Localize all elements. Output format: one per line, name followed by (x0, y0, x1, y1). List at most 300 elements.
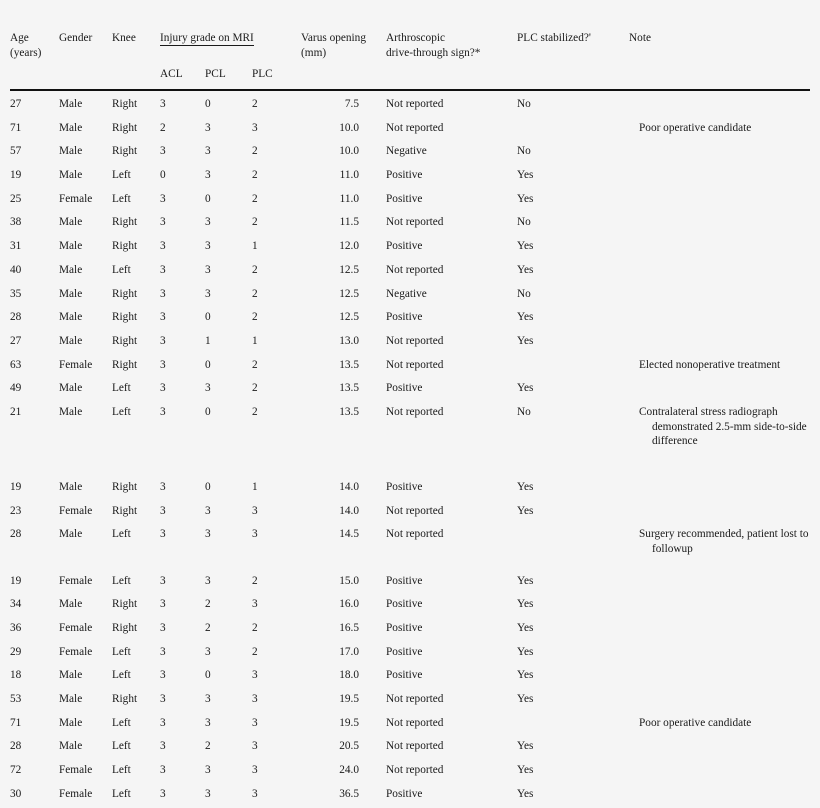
cell-plc-stabilized: Yes (517, 669, 534, 682)
cell-knee: Left (112, 169, 131, 182)
cell-plc-stabilized: Yes (517, 764, 534, 777)
cell-varus-opening: 14.5 (339, 528, 360, 541)
cell-age: 72 (10, 764, 22, 777)
row-spacer (10, 449, 810, 477)
cell-acl-grade: 3 (160, 716, 166, 729)
cell-knee: Right (112, 311, 138, 324)
cell-varus-opening: 10.0 (339, 145, 360, 158)
cell-arthroscopic-sign: Not reported (386, 121, 444, 134)
cell-acl-grade: 3 (160, 216, 166, 229)
cell-plc-stabilized: No (517, 287, 531, 300)
cell-gender: Male (59, 169, 83, 182)
cell-acl-grade: 3 (160, 740, 166, 753)
cell-pcl-grade: 3 (205, 216, 211, 229)
cell-knee: Left (112, 645, 131, 658)
column-header-injury-grade-group (160, 31, 301, 65)
cell-plc-stabilized (517, 118, 629, 142)
cell-note (629, 141, 810, 165)
cell-pcl-grade: 3 (205, 787, 211, 800)
cell-acl-grade: 3 (160, 504, 166, 517)
column-header-age-line2: (years) (10, 46, 42, 59)
cell-gender: Male (59, 598, 83, 611)
cell-varus-opening: 24.0 (339, 764, 360, 777)
cell-gender: Male (59, 693, 83, 706)
cell-age: 57 (10, 145, 22, 158)
cell-gender: Female (59, 358, 93, 371)
cell-acl-grade: 3 (160, 598, 166, 611)
cell-plc-grade: 2 (252, 622, 258, 635)
cell-gender: Female (59, 192, 93, 205)
table-row (10, 501, 810, 525)
cell-gender: Male (59, 311, 83, 324)
cell-age: 25 (10, 192, 22, 205)
table-row (10, 165, 810, 189)
cell-varus-opening: 14.0 (339, 504, 360, 517)
table-row (10, 189, 810, 213)
cell-knee: Left (112, 764, 131, 777)
table-row (10, 665, 810, 689)
cell-arthroscopic-sign: Not reported (386, 764, 444, 777)
cell-arthroscopic-sign: Positive (386, 669, 423, 682)
cell-varus-opening: 11.5 (339, 216, 360, 229)
column-header-varus-line1: Varus opening (301, 32, 366, 44)
table-row (10, 784, 810, 808)
table-row (10, 90, 810, 118)
cell-pcl-grade: 1 (205, 334, 211, 347)
cell-note (629, 477, 810, 501)
cell-varus-opening: 17.0 (339, 645, 360, 658)
cell-arthroscopic-sign: Positive (386, 598, 423, 611)
column-header-plc: PLC (252, 68, 273, 80)
table-row (10, 642, 810, 666)
cell-gender: Male (59, 480, 83, 493)
cell-age: 34 (10, 598, 22, 611)
cell-pcl-grade: 0 (205, 358, 211, 371)
column-header-gender: Gender (59, 32, 93, 44)
cell-arthroscopic-sign: Not reported (386, 693, 444, 706)
cell-plc-grade: 2 (252, 358, 258, 371)
cell-age: 38 (10, 216, 22, 229)
cell-knee: Left (112, 787, 131, 800)
cell-acl-grade: 3 (160, 192, 166, 205)
cell-acl-grade: 3 (160, 240, 166, 253)
cell-pcl-grade: 3 (205, 121, 211, 134)
cell-varus-opening: 16.5 (339, 622, 360, 635)
cell-gender: Male (59, 334, 83, 347)
cell-varus-opening: 16.0 (339, 598, 360, 611)
table-row (10, 331, 810, 355)
cell-varus-opening: 11.0 (339, 192, 360, 205)
cell-arthroscopic-sign: Not reported (386, 716, 444, 729)
cell-acl-grade: 3 (160, 311, 166, 324)
cell-acl-grade: 3 (160, 480, 166, 493)
cell-pcl-grade: 3 (205, 382, 211, 395)
cell-note (629, 784, 810, 808)
cell-arthroscopic-sign: Positive (386, 645, 423, 658)
cell-gender: Female (59, 574, 93, 587)
cell-age: 35 (10, 287, 22, 300)
table-row (10, 571, 810, 595)
table-row (10, 307, 810, 331)
table-row (10, 760, 810, 784)
table-row (10, 524, 810, 556)
cell-arthroscopic-sign: Positive (386, 787, 423, 800)
cell-acl-grade: 3 (160, 787, 166, 800)
injury-grade-group-label: Injury grade on MRI (160, 32, 254, 44)
cell-note (629, 212, 810, 236)
cell-gender: Male (59, 528, 83, 541)
table-row (10, 689, 810, 713)
cell-arthroscopic-sign: Not reported (386, 98, 444, 110)
cell-acl-grade: 3 (160, 645, 166, 658)
cell-age: 19 (10, 574, 22, 587)
cell-plc-grade: 2 (252, 574, 258, 587)
cell-arthroscopic-sign: Positive (386, 382, 423, 395)
cell-acl-grade: 2 (160, 121, 166, 134)
cell-pcl-grade: 3 (205, 528, 211, 541)
cell-plc-stabilized (517, 355, 629, 379)
cell-acl-grade: 3 (160, 98, 166, 110)
cell-plc-grade: 3 (252, 669, 258, 682)
cell-gender: Male (59, 263, 83, 276)
cell-plc-grade: 1 (252, 334, 258, 347)
cell-note (629, 760, 810, 784)
cell-gender: Female (59, 645, 93, 658)
cell-varus-opening: 12.0 (339, 240, 360, 253)
cell-note (629, 736, 810, 760)
cell-acl-grade: 3 (160, 358, 166, 371)
cell-note (629, 594, 810, 618)
cell-plc-grade: 3 (252, 528, 258, 541)
cell-plc-grade: 2 (252, 405, 258, 418)
cell-note (629, 571, 810, 595)
cell-note (629, 378, 810, 402)
cell-note (629, 90, 810, 118)
cell-knee: Left (112, 263, 131, 276)
cell-arthroscopic-sign: Not reported (386, 740, 444, 753)
cell-gender: Male (59, 669, 83, 682)
cell-varus-opening: 12.5 (339, 311, 360, 324)
cell-age: 21 (10, 405, 22, 418)
cell-plc-stabilized (517, 524, 629, 556)
cell-gender: Male (59, 716, 83, 729)
cell-pcl-grade: 2 (205, 598, 211, 611)
cell-pcl-grade: 0 (205, 311, 211, 324)
cell-pcl-grade: 2 (205, 622, 211, 635)
cell-arthroscopic-sign: Not reported (386, 528, 444, 541)
cell-plc-stabilized: Yes (517, 311, 534, 324)
cell-gender: Female (59, 787, 93, 800)
cell-plc-grade: 2 (252, 192, 258, 205)
cell-plc-stabilized: Yes (517, 480, 534, 493)
cell-arthroscopic-sign: Positive (386, 480, 423, 493)
cell-pcl-grade: 3 (205, 145, 211, 158)
row-spacer (10, 557, 810, 571)
cell-note (629, 307, 810, 331)
cell-acl-grade: 3 (160, 693, 166, 706)
cell-plc-grade: 3 (252, 121, 258, 134)
cell-pcl-grade: 0 (205, 405, 211, 418)
table-row (10, 260, 810, 284)
cell-plc-grade: 2 (252, 287, 258, 300)
cell-arthroscopic-sign: Positive (386, 192, 423, 205)
cell-plc-grade: 1 (252, 240, 258, 253)
cell-varus-opening: 13.5 (339, 405, 360, 418)
cell-knee: Left (112, 574, 131, 587)
cell-plc-grade: 3 (252, 740, 258, 753)
cell-knee: Right (112, 287, 138, 300)
cell-varus-opening: 36.5 (339, 787, 360, 800)
cell-age: 30 (10, 787, 22, 800)
cell-knee: Right (112, 598, 138, 611)
cell-varus-opening: 13.5 (339, 382, 360, 395)
cell-age: 31 (10, 240, 22, 253)
cell-note (629, 118, 810, 142)
column-header-acl: ACL (160, 68, 183, 80)
cell-plc-grade: 3 (252, 598, 258, 611)
cell-plc-grade: 2 (252, 263, 258, 276)
table-row (10, 212, 810, 236)
cell-age: 49 (10, 382, 22, 395)
column-header-age-line1: Age (10, 32, 29, 44)
note-text: Contralateral stress radiograph demonstrated 2.5-mm side-to-side difference (639, 405, 807, 448)
cell-note (629, 284, 810, 308)
table-row (10, 402, 810, 449)
table-row (10, 477, 810, 501)
cell-pcl-grade: 0 (205, 669, 211, 682)
cell-plc-stabilized: Yes (517, 334, 534, 347)
note-text: Elected nonoperative treatment (639, 358, 781, 371)
table-row (10, 378, 810, 402)
cell-varus-opening: 12.5 (339, 287, 360, 300)
cell-arthroscopic-sign: Negative (386, 145, 427, 158)
cell-knee: Right (112, 358, 138, 371)
cell-knee: Right (112, 145, 138, 158)
cell-age: 53 (10, 693, 22, 706)
column-header-arthro-line1: Arthroscopic (386, 32, 445, 44)
note-text: Poor operative candidate (639, 121, 752, 134)
cell-plc-grade: 2 (252, 169, 258, 182)
cell-plc-stabilized: Yes (517, 382, 534, 395)
cell-gender: Male (59, 382, 83, 395)
clinical-data-table (10, 31, 810, 808)
cell-arthroscopic-sign: Positive (386, 240, 423, 253)
cell-plc-stabilized: No (517, 405, 531, 418)
cell-note (629, 331, 810, 355)
cell-arthroscopic-sign: Negative (386, 287, 427, 300)
cell-acl-grade: 3 (160, 574, 166, 587)
cell-gender: Male (59, 98, 83, 110)
cell-knee: Right (112, 622, 138, 635)
cell-varus-opening: 20.5 (339, 740, 360, 753)
cell-knee: Right (112, 98, 138, 110)
cell-age: 28 (10, 311, 22, 324)
cell-arthroscopic-sign: Not reported (386, 504, 444, 517)
cell-gender: Male (59, 405, 83, 418)
cell-note (629, 236, 810, 260)
cell-varus-opening: 14.0 (339, 480, 360, 493)
cell-gender: Female (59, 504, 93, 517)
cell-arthroscopic-sign: Positive (386, 311, 423, 324)
cell-pcl-grade: 3 (205, 263, 211, 276)
cell-gender: Female (59, 622, 93, 635)
cell-age: 27 (10, 334, 22, 347)
cell-varus-opening: 12.5 (339, 263, 360, 276)
cell-acl-grade: 0 (160, 169, 166, 182)
cell-plc-stabilized: Yes (517, 693, 534, 706)
cell-knee: Right (112, 334, 138, 347)
cell-plc-stabilized: No (517, 216, 531, 229)
cell-gender: Male (59, 216, 83, 229)
cell-knee: Right (112, 216, 138, 229)
cell-varus-opening: 13.5 (339, 358, 360, 371)
cell-pcl-grade: 3 (205, 716, 211, 729)
cell-age: 23 (10, 504, 22, 517)
cell-pcl-grade: 0 (205, 98, 211, 110)
cell-knee: Left (112, 740, 131, 753)
cell-age: 71 (10, 121, 22, 134)
cell-gender: Male (59, 145, 83, 158)
cell-arthroscopic-sign: Not reported (386, 405, 444, 418)
table-sheet (0, 31, 820, 800)
cell-knee: Left (112, 528, 131, 541)
table-row (10, 713, 810, 737)
cell-plc-stabilized: Yes (517, 645, 534, 658)
cell-age: 28 (10, 740, 22, 753)
cell-knee: Left (112, 405, 131, 418)
cell-plc-grade: 2 (252, 645, 258, 658)
cell-arthroscopic-sign: Not reported (386, 358, 444, 371)
cell-gender: Male (59, 287, 83, 300)
column-header-plc-stabilized: PLC stabilized?' (517, 32, 591, 44)
cell-note (629, 501, 810, 525)
cell-age: 19 (10, 480, 22, 493)
cell-plc-stabilized: No (517, 145, 531, 158)
cell-plc-stabilized: Yes (517, 598, 534, 611)
cell-plc-stabilized: Yes (517, 740, 534, 753)
cell-note (629, 689, 810, 713)
cell-age: 63 (10, 358, 22, 371)
cell-plc-grade: 3 (252, 716, 258, 729)
cell-arthroscopic-sign: Positive (386, 574, 423, 587)
cell-varus-opening: 13.0 (339, 334, 360, 347)
cell-acl-grade: 3 (160, 405, 166, 418)
cell-pcl-grade: 2 (205, 740, 211, 753)
cell-varus-opening: 19.5 (339, 716, 360, 729)
cell-note (629, 355, 810, 379)
cell-note (629, 665, 810, 689)
cell-plc-grade: 2 (252, 98, 258, 110)
cell-note (629, 713, 810, 737)
cell-knee: Right (112, 693, 138, 706)
cell-acl-grade: 3 (160, 622, 166, 635)
cell-plc-stabilized (517, 713, 629, 737)
cell-arthroscopic-sign: Not reported (386, 263, 444, 276)
cell-plc-stabilized: Yes (517, 787, 534, 800)
cell-pcl-grade: 3 (205, 574, 211, 587)
cell-plc-grade: 3 (252, 504, 258, 517)
cell-gender: Male (59, 121, 83, 134)
cell-plc-grade: 2 (252, 216, 258, 229)
cell-varus-opening: 18.0 (339, 669, 360, 682)
table-row (10, 736, 810, 760)
column-header-arthroscopic-sign (386, 31, 517, 89)
column-header-pcl: PCL (205, 68, 226, 80)
table-row (10, 284, 810, 308)
cell-varus-opening: 7.5 (344, 98, 360, 110)
column-header-varus-line2: (mm) (301, 46, 327, 59)
cell-acl-grade: 3 (160, 263, 166, 276)
cell-varus-opening: 10.0 (339, 121, 360, 134)
cell-age: 19 (10, 169, 22, 182)
cell-pcl-grade: 0 (205, 192, 211, 205)
cell-plc-grade: 3 (252, 693, 258, 706)
cell-acl-grade: 3 (160, 382, 166, 395)
column-header-note: Note (629, 32, 651, 44)
cell-note (629, 524, 810, 556)
cell-gender: Female (59, 764, 93, 777)
cell-plc-stabilized: Yes (517, 574, 534, 587)
cell-arthroscopic-sign: Positive (386, 169, 423, 182)
cell-knee: Right (112, 504, 138, 517)
cell-plc-grade: 2 (252, 311, 258, 324)
cell-plc-grade: 3 (252, 764, 258, 777)
table-header (10, 31, 810, 90)
cell-knee: Left (112, 192, 131, 205)
cell-plc-grade: 3 (252, 787, 258, 800)
table-row (10, 355, 810, 379)
cell-plc-stabilized: Yes (517, 263, 534, 276)
cell-note (629, 260, 810, 284)
table-row (10, 618, 810, 642)
cell-plc-stabilized: Yes (517, 504, 534, 517)
cell-plc-stabilized: No (517, 98, 531, 110)
note-text: Poor operative candidate (639, 716, 752, 729)
cell-acl-grade: 3 (160, 334, 166, 347)
cell-arthroscopic-sign: Positive (386, 622, 423, 635)
cell-age: 18 (10, 669, 22, 682)
cell-plc-grade: 2 (252, 382, 258, 395)
cell-varus-opening: 11.0 (339, 169, 360, 182)
column-header-knee: Knee (112, 32, 136, 44)
cell-plc-stabilized: Yes (517, 169, 534, 182)
cell-varus-opening: 15.0 (339, 574, 360, 587)
cell-note (629, 618, 810, 642)
cell-age: 71 (10, 716, 22, 729)
cell-gender: Male (59, 240, 83, 253)
cell-age: 40 (10, 263, 22, 276)
cell-plc-stabilized: Yes (517, 192, 534, 205)
cell-plc-grade: 2 (252, 145, 258, 158)
cell-acl-grade: 3 (160, 145, 166, 158)
cell-note (629, 642, 810, 666)
cell-pcl-grade: 3 (205, 504, 211, 517)
cell-note (629, 165, 810, 189)
cell-pcl-grade: 3 (205, 764, 211, 777)
cell-age: 27 (10, 98, 22, 110)
cell-note (629, 402, 810, 449)
cell-age: 36 (10, 622, 22, 635)
table-row (10, 141, 810, 165)
note-text: Surgery recommended, patient lost to followup (639, 528, 809, 555)
cell-acl-grade: 3 (160, 764, 166, 777)
cell-pcl-grade: 0 (205, 480, 211, 493)
cell-age: 28 (10, 528, 22, 541)
cell-plc-stabilized: Yes (517, 240, 534, 253)
cell-pcl-grade: 3 (205, 169, 211, 182)
cell-note (629, 189, 810, 213)
column-header-age (10, 31, 59, 89)
